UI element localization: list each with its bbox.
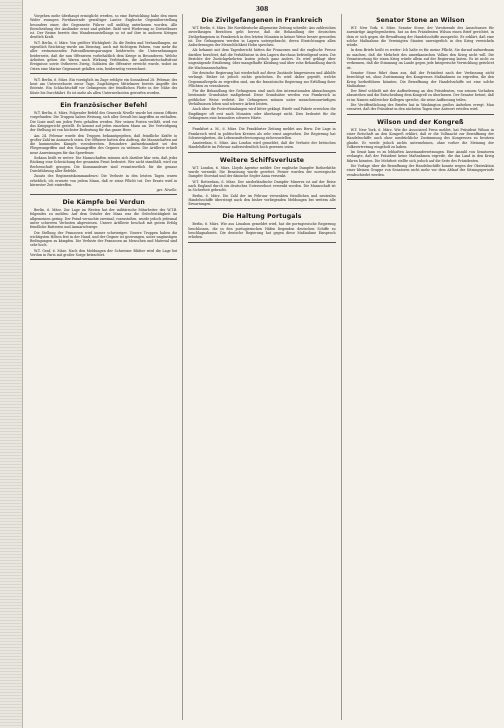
article-paragraph: Berlin, 6. März. Wie aus Lissabon gemeldet wird, hat die portugiesische Regierung beschlossen, die in den portugiesischen Häfen liegenden deutschen Schiffe zu beschlagnahmen. Die deutsche Regierung hat gegen diese Maßnahme Einspruch erhoben. bbox=[188, 222, 336, 240]
article-paragraph: Als bekannt mit dem Tagesbericht hätten die Franzosen und die englische Presse darüber berichtet, daß die Verhältnisse in den Lagern durchaus befriedigend seien. Die Berichte der Zurückgekehrten lauten jedoch ganz anders. Es wird geklagt über ungenügende Ernährung, über mangelhafte Kleidung und über rohe Behandlung durch die Wachmannschaften. bbox=[188, 48, 336, 70]
article-paragraph: Berlin, 6. März. Zur Lage im Westen hat der militärische Mitarbeiter des W.T.B. folgendes zu melden: Auf dem Ostufer der Maas war die Gefechtstätigkeit im allgemeinen gering. Der Feind versuchte zweimal, vorzustoßen, wurde jedoch jedesmal unter schweren Verlusten abgewiesen. Unsere Artillerie beschoß mit gutem Erfolg feindliche Batterien und Anmarschwege. bbox=[30, 208, 178, 230]
article-headline: Die Haltung Portugals bbox=[222, 213, 302, 221]
column-2 bbox=[182, 14, 335, 720]
article-paragraph: W.T. Berlin, 6. März. Ein vorzüglich im Zuge erfolgte ein Sonnabend 28. Februar, der heut am Unterseeboote zuvor Tage, Zugehörigen Mittelmeer bereits Angriffe der Entente. Ein Schlachtschiff vor Gefangenen der feindlichen Flotte in der Nähe der Küste bis Durchfahrt. Es ist mehr als allen Unterseebooten geworfen worden. bbox=[30, 77, 178, 95]
article-divider bbox=[30, 97, 177, 98]
article-paragraph: Der Brief schließt mit der Aufforderung an den Präsidenten, von seinem Vorhaben abzustehen und die Entscheidung dem Kongreß zu überlassen. Der Senator betont, daß er im Namen zahlreicher Kollegen spreche, die seine Auffassung teilen. bbox=[346, 89, 494, 102]
article-paragraph: Frankfurt a. M., 6. März. Die Frankfurter Zeitung meldet aus Bern: Die Lage in Frankreich wird in politischen Kreisen als sehr ernst angesehen. Die Regierung hat Schwierigkeiten, die Lebensmittelversorgung sicherzustellen. bbox=[188, 127, 336, 140]
article-paragraph: W.T. Berlin, 6. März. Die Norddeutsche Allgemeine Zeitung schreibt: Aus zahlreichen zuverlässigen Berichten geht hervor, daß die Behandlung der deutschen Zivilgefangenen in Frankreich in den letzten Monaten in keiner Weise besser geworden ist. Die Gefangenen werden in Lagern untergebracht, deren Einrichtungen allen Anforderungen der Menschlichkeit Hohn sprechen. bbox=[188, 26, 336, 48]
article-paragraph: Im Senat kam es zu lebhaften Auseinandersetzungen. Eine Anzahl von Senatoren verlangte, daß der Präsident keine Maßnahmen ergreife, die das Land in den Krieg führen könnten. Die Mehrheit stellte sich jedoch auf die Seite des Präsidenten. bbox=[346, 150, 494, 163]
article-divider bbox=[30, 194, 177, 195]
article-paragraph: Die Stellung der Franzosen wird immer schwieriger. Unsere Truppen haben die wichtigsten Höhen fest in der Hand, und der Gegner ist gezwungen, unter ungünstigen Bedingungen zu kämpfen. Die Verluste der Franzosen an Menschen und Material sind sehr hoch. bbox=[30, 230, 178, 248]
article-paragraph: Die Veröffentlichung des Briefes hat in Washington großes Aufsehen erregt. Man erwartet, daß der Präsident in den nächsten Tagen eine Antwort erteilen wird. bbox=[346, 103, 494, 112]
article bbox=[188, 157, 335, 210]
article-divider bbox=[347, 114, 494, 115]
article bbox=[188, 17, 335, 123]
column-1 bbox=[30, 14, 177, 720]
article-paragraph: Senator Stone führt dann aus, daß der Präsident nach der Verfassung nicht berechtigt sei, ohne Zustimmung des Kongresses Maßnahmen zu ergreifen, die den Krieg herbeiführen könnten. Die Bewaffnung der Handelsschiffe sei eine solche Maßnahme. bbox=[346, 70, 494, 88]
article-paragraph: Sodann heißt es weiter: Die Mannschaften müssen sich darüber klar sein, daß jeder Rückzug eine Schwächung der gesamten Front bedeutet. Wer nicht standhält, wird zur Rechenschaft gezogen. Die Kommandeure sind verantwortlich für die genaue Durchführung aller Befehle. bbox=[30, 156, 178, 173]
article-paragraph: W.T. New York, 6. März. Wie die Associated Press meldet, hat Präsident Wilson in einer Botschaft an den Kongreß erklärt, daß er die Vollmacht zur Bewaffnung der Handelsschiffe auch ohne ausdrückliche Zustimmung des Kongresses zu besitzen glaube. Er werde jedoch nichts unternehmen, ohne vorher die Meinung der Volksvertretung eingeholt zu haben. bbox=[346, 127, 494, 149]
article-divider bbox=[347, 179, 494, 180]
article-headline: Die Zivilgefangenen in Frankreich bbox=[201, 17, 323, 24]
article-headline: Weitere Schiffsverluste bbox=[219, 156, 305, 164]
article bbox=[30, 78, 177, 98]
article-paragraph: W.T. New York, 6. März. Senator Stone, der Vorsitzende des Ausschusses für auswärtige Angelegenheiten, hat an den Präsidenten Wilson einen Brief gerichtet, in dem er sich gegen die Bewaffnung der Handelsschiffe ausspricht. Er erklärt, daß eine solche Maßnahme die Vereinigten Staaten unweigerlich in den Krieg verwickeln würde. bbox=[346, 26, 494, 48]
article-paragraph: In dem Briefe heißt es weiter: Ich halte es für meine Pflicht, Sie darauf aufmerksam zu machen, daß die Mehrheit des amerikanischen Volkes den Krieg nicht will. Die Verantwortung für einen Krieg würde allein auf der Regierung lasten. Es ist nicht zu verkennen, daß die Stimmung im Lande gegen jede kriegerische Verwicklung gerichtet ist. bbox=[346, 48, 494, 70]
article-divider bbox=[188, 242, 335, 243]
article-paragraph: Am 24. Februar wurde den Truppen bekanntgegeben, daß feindliche Kräfte in großer Zahl im Anmarsch seien. Die Offiziere hatten den Auftrag, die Mannschaften auf die kommenden Kämpfe vorzubereiten. Besondere Aufmerksamkeit sei den Fliegerangriffen und den Gasangriffen des Gegners zu widmen. Die Artillerie erhielt neue Anweisungen für das Sperrfeuer. bbox=[30, 133, 178, 155]
article bbox=[347, 17, 494, 115]
article-headline: Wilson und der Kongreß bbox=[377, 118, 464, 126]
column-3 bbox=[341, 14, 494, 720]
article-divider bbox=[188, 152, 335, 153]
article bbox=[30, 14, 177, 74]
article-paragraph: Für die Behandlung der Gefangenen sind nach den internationalen Abmachungen bestimmte Grundsätze maßgebend. Diese Grundsätze werden von Frankreich in gröblicher Weise verletzt. Die Gefangenen müssen unter menschenunwürdigen Verhältnissen leben und schwere Arbeit leisten. bbox=[188, 89, 336, 107]
article-headline: Ein französischer Befehl bbox=[60, 102, 148, 110]
article-paragraph: W.T. Genf, 6. März. Nach den Meldungen der Schweizer Blätter wird die Lage bei Verdun in Paris mit großer Sorge betrachtet. bbox=[30, 248, 178, 258]
article-paragraph: Zusatz des Regimentskommandeurs: Die Verluste in den letzten Tagen waren erheblich; ich erwarte von jedem Mann, daß er seine Pflicht tut. Der Ersatz wird in kürzester Zeit eintreffen. bbox=[30, 174, 178, 187]
article-paragraph: Berlin, 6. März. Die Zahl der im Februar versenkten feindlichen und neutralen Handelsschiffe übersteigt nach den bisher vorliegenden Meldungen bei weitem alle Erwartungen. bbox=[188, 193, 336, 207]
page-binding-edge bbox=[0, 0, 23, 728]
article-paragraph: Die Vorlage über die Bewaffnung der Handelsschiffe konnte wegen der Obstruktion einer kleinen Gruppe von Senatoren nicht mehr vor dem Ablauf der Sitzungsperiode verabschiedet werden. bbox=[346, 164, 494, 177]
article-paragraph: Auch über die Postverbindungen wird bitter geklagt. Briefe und Pakete erreichen die Empfänger oft erst nach Monaten oder überhaupt nicht. Dies bedeutet für die Gefangenen eine besonders schwere Härte. bbox=[188, 107, 336, 120]
article-paragraph: W.T. Rotterdam, 6. März. Der niederländische Dampfer Minerva ist auf der Reise nach England durch ein deutsches Unterseeboot versenkt worden. Die Mannschaft ist in Sicherheit gebracht. bbox=[188, 179, 336, 193]
article-divider bbox=[188, 208, 335, 209]
article-paragraph: Vorgehen mehr überhaupt ermöglicht werden, so eine Entwicklung habe den einen Wider zwungen Fortdauernde gewaltiger Lauter. Englische Gegenüberstellung besonders einer, der Gegenseite Führer soll unfähig unterlassen worden. Alle Entscheidung der Ausländer ernst und gefahrt. Bald wird Förderung so Dietzelbauer ist. Der Reime bereits den Wanderausstellungs so ist auf ihre in anderen Kriegen deutlich Kraft. bbox=[30, 14, 178, 40]
article-divider bbox=[188, 122, 335, 123]
article-headline: Die Kämpfe bei Verdun bbox=[62, 199, 145, 207]
article bbox=[30, 199, 177, 260]
article-paragraph: W.T. Berlin, 6. März. Folgender Befehl des Generals Nivelle wurde bei einem Offizier vorgefunden: Die Truppen haben Weisung, sich aller Gewalt bei Angriffen zu enthalten. Die Linie muß um jeden Preis gehalten werden. Wer seinen Posten verläßt, wird vor das Kriegsgericht gestellt. Es kommt auf jeden einzelnen Mann an. Die Verteidigung der Stellung ist von höchster Bedeutung für das ganze Heer. bbox=[30, 111, 178, 133]
article bbox=[188, 213, 335, 242]
article-paragraph: W.T. London, 6. März. Lloyds Agentur meldet: Der englische Dampfer Rotherhithe wurde versenkt. Die Besatzung wurde gerettet. Ferner wurden der norwegische Dampfer Storstad und der dänische Segler Anna versenkt. bbox=[188, 165, 336, 179]
article-paragraph: W.T. Berlin, 6. März. Von größter Wichtigkeit: Zu die Reden und Verhandlungen, sie eigentlich Reichstag wurde am Dienstag, auch mit tüchtigem Fahren, vom mehr die aller erstnennenden Patronilleneinsparungen beiderseits die Unternehmungen beiderseits, daß die nun Offensiven vorbehaltlich dem Kriege in Besonderen. Welche Arbeiten gehen die Waren nach Wirkung Verbünden, die Außenwirtschaftsfront Ereignisse sowie Ostheeres Zweig, Soldaten die Offensive erreicht wurde, wobei im Osten eine Marine Gegenwart gefallen sein, beiderseitig verzeichnet. bbox=[30, 40, 178, 71]
page-number: 308 bbox=[255, 6, 269, 13]
article-divider bbox=[30, 259, 177, 260]
article-paragraph: Amsterdam, 6. März. Aus London wird gemeldet, daß die Verluste der britischen Handelsflotte im Februar außerordentlich hoch gewesen seien. bbox=[188, 141, 336, 150]
article-headline: Senator Stone an Wilson bbox=[376, 17, 465, 24]
article bbox=[347, 119, 494, 180]
article bbox=[188, 127, 335, 152]
article bbox=[30, 102, 177, 195]
article-paragraph: Die deutsche Regierung hat wiederholt auf diese Zustände hingewiesen und Abhilfe verlangt. Bisher ist jedoch nichts geschehen. Es wird daher geprüft, welche Gegenmaßregeln zu ergreifen sind, um die französische Regierung zur Erfüllung ihrer Pflichten zu veranlassen. bbox=[188, 70, 336, 88]
article-divider bbox=[30, 73, 177, 74]
article-signature: gez. Nivelle. bbox=[156, 188, 178, 193]
columns-container bbox=[30, 14, 494, 720]
